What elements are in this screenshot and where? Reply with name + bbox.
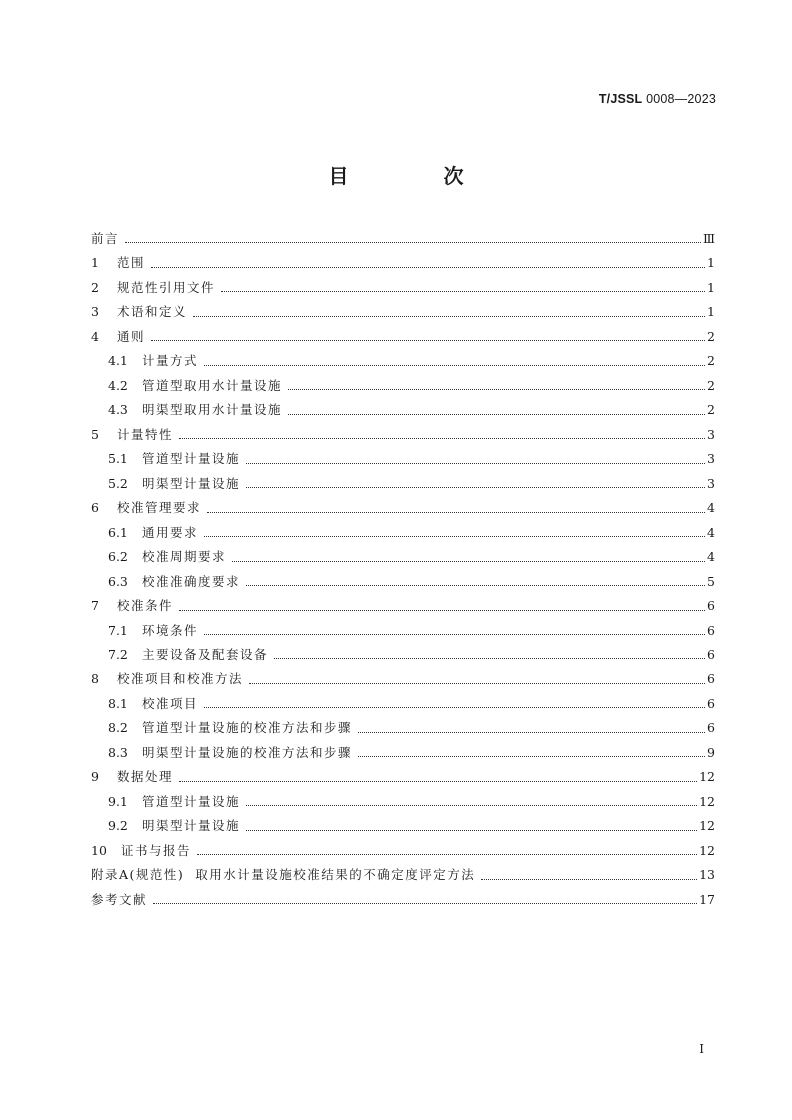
toc-entry-page: 2 — [707, 328, 715, 344]
toc-entry-page: 12 — [699, 769, 715, 785]
toc-entry-number: 4.3 — [108, 402, 128, 418]
toc-entry-page: 2 — [707, 402, 715, 418]
toc-entry[interactable] — [91, 888, 715, 912]
toc-entry-page: 12 — [699, 818, 715, 834]
toc-entry[interactable] — [91, 545, 715, 569]
toc-entry-page: 2 — [707, 377, 715, 393]
toc-entry[interactable] — [91, 643, 715, 667]
toc-entry-page: 2 — [707, 353, 715, 369]
toc-entry-page: 3 — [707, 426, 715, 442]
toc-entry-number: 9.1 — [108, 793, 128, 809]
toc-entry-number: 8.3 — [108, 744, 128, 760]
toc-leader-dots — [221, 291, 705, 292]
toc-leader-dots — [151, 340, 705, 341]
toc-entry-page: 6 — [707, 598, 715, 614]
toc-entry-number: 4 — [91, 328, 99, 344]
toc-entry-number: 9.2 — [108, 818, 128, 834]
toc-leader-dots — [197, 854, 697, 855]
toc-entry-number: 6.3 — [108, 573, 128, 589]
toc-entry[interactable] — [91, 521, 715, 545]
toc-entry-number: 8 — [91, 671, 99, 687]
toc-entry[interactable] — [91, 349, 715, 373]
toc-leader-dots — [193, 316, 705, 317]
toc-entry[interactable] — [91, 863, 715, 887]
toc-entry[interactable] — [91, 741, 715, 765]
toc-entry-title: 管道型计量设施 — [142, 793, 241, 809]
toc-leader-dots — [179, 610, 705, 611]
toc-leader-dots — [153, 903, 697, 904]
toc-entry-number: 7 — [91, 598, 99, 614]
toc-entry-title: 校准管理要求 — [117, 500, 202, 516]
toc-leader-dots — [204, 365, 705, 366]
toc-entry-page: 13 — [699, 867, 715, 883]
toc-entry[interactable] — [91, 447, 715, 471]
toc-leader-dots — [204, 536, 705, 537]
toc-entry-number: 5.1 — [108, 451, 128, 467]
toc-entry-title: 通则 — [117, 328, 146, 344]
toc-entry[interactable] — [91, 423, 715, 447]
toc-entry-page: 4 — [707, 524, 715, 540]
toc-entry-number: 4.1 — [108, 353, 128, 369]
toc-entry-page: 1 — [707, 304, 715, 320]
toc-entry-number: 6 — [91, 500, 99, 516]
toc-leader-dots — [125, 242, 701, 243]
toc-entry[interactable] — [91, 570, 715, 594]
toc-entry-number: 2 — [91, 279, 99, 295]
toc-entry-title: 明渠型计量设施 — [142, 475, 241, 491]
toc-leader-dots — [246, 805, 697, 806]
toc-entry-title: 校准准确度要求 — [142, 573, 241, 589]
toc-entry-page: 1 — [707, 255, 715, 271]
toc-title: 目 次 — [328, 164, 508, 188]
toc-leader-dots — [179, 438, 705, 439]
toc-entry[interactable] — [91, 374, 715, 398]
toc-entry-number: 8.2 — [108, 720, 128, 736]
toc-entry-title: 范围 — [117, 255, 146, 271]
toc-entry-page: 5 — [707, 573, 715, 589]
toc-entry-page: 1 — [707, 279, 715, 295]
toc-entry[interactable] — [91, 496, 715, 520]
toc-entry[interactable] — [91, 594, 715, 618]
toc-entry[interactable] — [91, 276, 715, 300]
toc-entry-title: 校准条件 — [117, 598, 174, 614]
toc-leader-dots — [288, 414, 705, 415]
toc-entry-number: 6.1 — [108, 524, 128, 540]
toc-entry[interactable] — [91, 667, 715, 691]
toc-entry-number: 5 — [91, 426, 99, 442]
toc-entry[interactable] — [91, 692, 715, 716]
toc-leader-dots — [481, 879, 697, 880]
toc-entry-page: 4 — [707, 500, 715, 516]
toc-entry-number: 3 — [91, 304, 99, 320]
toc-leader-dots — [249, 683, 705, 684]
toc-entry-page: 6 — [707, 671, 715, 687]
page-number: I — [699, 1042, 704, 1056]
toc-entry-title: 管道型计量设施的校准方法和步骤 — [142, 720, 353, 736]
toc-entry[interactable] — [91, 251, 715, 275]
toc-entry[interactable] — [91, 716, 715, 740]
toc-entry-page: 6 — [707, 720, 715, 736]
toc-entry-page: 3 — [707, 451, 715, 467]
toc-entry-title: 校准项目 — [142, 695, 199, 711]
toc-entry-title: 校准周期要求 — [142, 549, 227, 565]
toc-leader-dots — [288, 389, 705, 390]
toc-entry-number: 10 — [91, 842, 107, 858]
toc-entry-page: 3 — [707, 475, 715, 491]
toc-entry[interactable] — [91, 398, 715, 422]
toc-entry-number: 4.2 — [108, 377, 128, 393]
toc-leader-dots — [204, 634, 705, 635]
toc-entry-number: 8.1 — [108, 695, 128, 711]
toc-entry-title: 主要设备及配套设备 — [142, 646, 269, 662]
document-code-prefix: T/JSSL — [598, 92, 643, 106]
toc-entry-page: 17 — [699, 891, 715, 907]
toc-entry-title: 通用要求 — [142, 524, 199, 540]
toc-entry[interactable] — [91, 300, 715, 324]
toc-entry-title: 参考文献 — [91, 891, 148, 907]
toc-entry-title: 附录A(规范性) 取用水计量设施校准结果的不确定度评定方法 — [91, 867, 476, 883]
table-of-contents — [91, 227, 715, 912]
toc-entry-page: 12 — [699, 842, 715, 858]
toc-leader-dots — [246, 830, 697, 831]
toc-leader-dots — [246, 487, 705, 488]
toc-entry-title: 计量方式 — [142, 353, 199, 369]
toc-entry-title: 环境条件 — [142, 622, 199, 638]
toc-entry-title: 计量特性 — [117, 426, 174, 442]
toc-entry-page: 6 — [707, 695, 715, 711]
toc-entry[interactable] — [91, 325, 715, 349]
toc-entry[interactable] — [91, 472, 715, 496]
toc-entry-title: 明渠型计量设施的校准方法和步骤 — [142, 744, 353, 760]
toc-entry-title: 校准项目和校准方法 — [117, 671, 244, 687]
toc-entry-page: 12 — [699, 793, 715, 809]
toc-entry-number: 7.1 — [108, 622, 128, 638]
toc-entry-title: 术语和定义 — [117, 304, 188, 320]
toc-entry[interactable] — [91, 814, 715, 838]
toc-entry-title: 证书与报告 — [121, 842, 192, 858]
toc-leader-dots — [204, 707, 705, 708]
toc-entry[interactable] — [91, 227, 715, 251]
toc-entry-number: 6.2 — [108, 549, 128, 565]
toc-entry[interactable] — [91, 619, 715, 643]
toc-leader-dots — [207, 512, 705, 513]
toc-entry-page: 9 — [707, 744, 715, 760]
toc-entry-title: 管道型计量设施 — [142, 451, 241, 467]
toc-entry-number: 1 — [91, 255, 99, 271]
toc-entry-title: 数据处理 — [117, 769, 174, 785]
toc-leader-dots — [358, 756, 705, 757]
toc-entry-number: 5.2 — [108, 475, 128, 491]
toc-entry-page: 6 — [707, 646, 715, 662]
toc-leader-dots — [274, 658, 705, 659]
toc-entry-title: 规范性引用文件 — [117, 279, 216, 295]
toc-entry-number: 7.2 — [108, 646, 128, 662]
toc-leader-dots — [151, 267, 705, 268]
toc-entry-page: Ⅲ — [702, 231, 715, 246]
toc-leader-dots — [246, 463, 705, 464]
toc-leader-dots — [179, 781, 697, 782]
toc-leader-dots — [232, 561, 705, 562]
document-code-number: 0008—2023 — [646, 92, 716, 106]
toc-entry-title: 明渠型取用水计量设施 — [142, 402, 283, 418]
toc-entry-title: 明渠型计量设施 — [142, 818, 241, 834]
toc-entry[interactable] — [91, 839, 715, 863]
toc-leader-dots — [246, 585, 705, 586]
toc-entry-title: 管道型取用水计量设施 — [142, 377, 283, 393]
toc-entry-page: 6 — [707, 622, 715, 638]
toc-entry[interactable] — [91, 790, 715, 814]
toc-leader-dots — [358, 732, 705, 733]
toc-entry-number: 9 — [91, 769, 99, 785]
toc-entry-title: 前言 — [91, 231, 120, 246]
document-code — [599, 92, 716, 106]
toc-entry[interactable] — [91, 765, 715, 789]
toc-entry-page: 4 — [707, 549, 715, 565]
